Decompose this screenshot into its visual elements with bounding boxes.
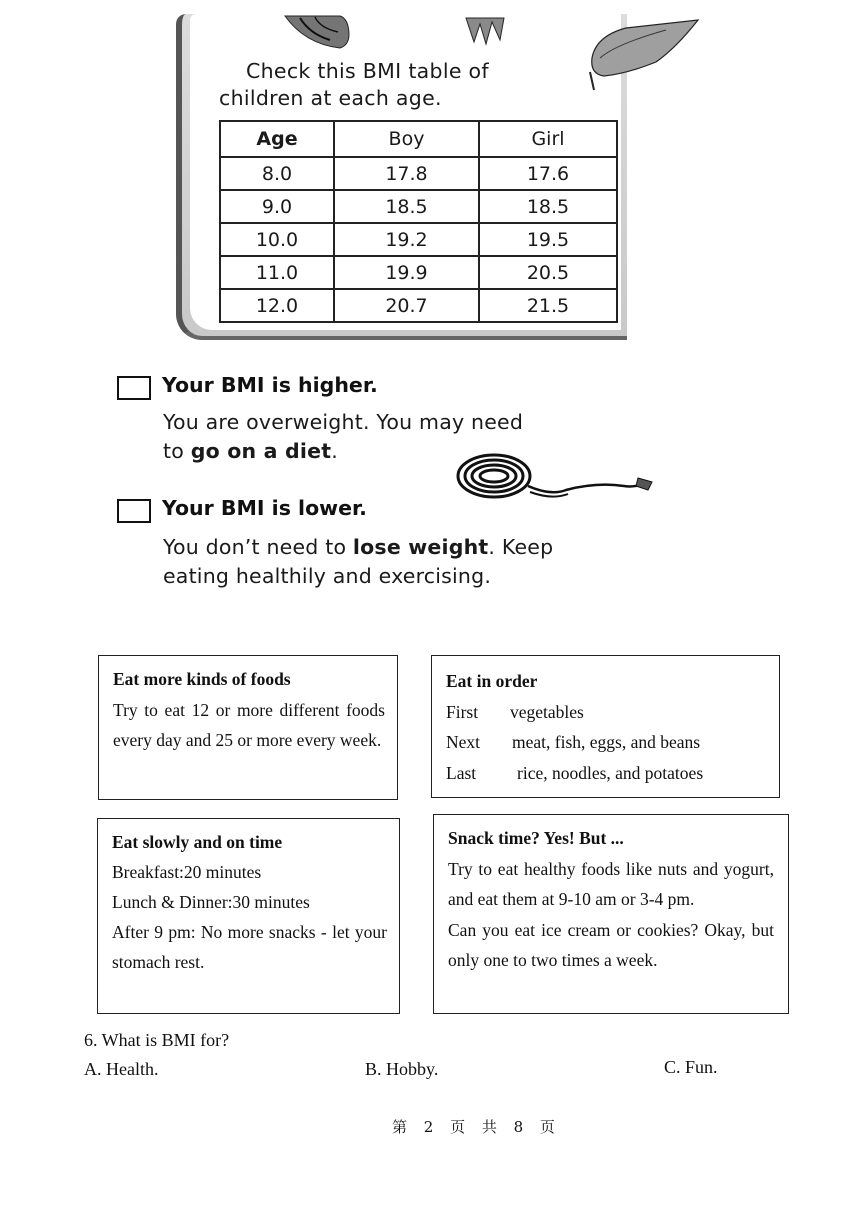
- hand-illustration-icon: [462, 14, 507, 48]
- order-food: meat, fish, eggs, and beans: [512, 732, 701, 752]
- tip-title: Eat in order: [446, 671, 538, 691]
- boy-bmi-cell: 20.7: [334, 289, 479, 322]
- tip-box-snack: [433, 814, 789, 1014]
- age-cell: 12.0: [220, 289, 334, 322]
- bmi-intro: [219, 58, 559, 112]
- lower-bmi-checkbox[interactable]: [117, 499, 151, 523]
- table-row: [220, 157, 617, 190]
- question-stem: 6. What is BMI for?: [84, 1030, 230, 1050]
- boy-bmi-cell: 17.8: [334, 157, 479, 190]
- option-body-lower: [163, 533, 683, 591]
- scale-illustration-icon: [586, 18, 704, 92]
- order-row: [446, 727, 767, 758]
- order-step: First: [446, 701, 479, 722]
- order-row: [446, 758, 767, 789]
- bmi-intro-line: children at each age.: [219, 86, 442, 110]
- girl-bmi-cell: 18.5: [479, 190, 617, 223]
- age-cell: 11.0: [220, 256, 334, 289]
- tip-title: Eat more kinds of foods: [113, 669, 291, 689]
- answer-choice-c[interactable]: C. Fun.: [664, 1057, 718, 1077]
- table-row: [220, 223, 617, 256]
- option-text: You are overweight. You may need: [163, 410, 524, 434]
- tip-text: Lunch & Dinner:30 minutes: [112, 892, 310, 912]
- bmi-table-header-row: [220, 121, 617, 157]
- order-food: rice, noodles, and potatoes: [517, 762, 704, 783]
- age-cell: 9.0: [220, 190, 334, 223]
- order-food: vegetables: [510, 701, 584, 722]
- tip-box-order: [431, 655, 780, 798]
- option-text: eating healthily and exercising.: [163, 564, 492, 588]
- bmi-table: [219, 120, 618, 323]
- boy-bmi-cell: 19.9: [334, 256, 479, 289]
- option-text: to: [163, 439, 191, 463]
- column-header-age: Age: [220, 121, 334, 157]
- tip-text: Can you eat ice cream or cookies? Okay, but only one to two times a week.: [448, 919, 774, 970]
- answer-choice-b[interactable]: B. Hobby.: [365, 1059, 439, 1079]
- girl-bmi-cell: 21.5: [479, 289, 617, 322]
- option-text: .: [331, 439, 338, 463]
- option-title-lower: Your BMI is lower.: [162, 496, 367, 520]
- tip-title: Snack time? Yes! But ...: [448, 828, 624, 848]
- higher-bmi-checkbox[interactable]: [117, 376, 151, 400]
- girl-bmi-cell: 20.5: [479, 256, 617, 289]
- bmi-intro-line: Check this BMI table of: [246, 59, 489, 83]
- table-row: [220, 256, 617, 289]
- table-row: [220, 190, 617, 223]
- girl-bmi-cell: 19.5: [479, 223, 617, 256]
- tip-text: Breakfast:20 minutes: [112, 862, 262, 882]
- column-header-girl: Girl: [479, 121, 617, 157]
- age-cell: 10.0: [220, 223, 334, 256]
- age-cell: 8.0: [220, 157, 334, 190]
- tip-box-slowly: [97, 818, 400, 1014]
- hand-illustration-icon: [280, 14, 360, 54]
- boy-bmi-cell: 19.2: [334, 223, 479, 256]
- answer-choice-a[interactable]: A. Health.: [84, 1059, 159, 1079]
- table-row: [220, 289, 617, 322]
- tip-text: After 9 pm: No more snacks - let your stomach rest.: [112, 922, 387, 972]
- order-row: [446, 697, 767, 728]
- option-text: . Keep: [488, 535, 554, 559]
- option-emphasis: go on a diet: [190, 439, 332, 463]
- tip-text: Try to eat 12 or more different foods every day and 25 or more every week.: [113, 699, 385, 750]
- tip-title: Eat slowly and on time: [112, 832, 283, 852]
- page-number: 第 2 页 共 8 页: [392, 1118, 561, 1136]
- order-step: Last: [446, 762, 477, 783]
- option-text: You don’t need to: [163, 535, 353, 559]
- tape-measure-icon: [456, 452, 656, 504]
- boy-bmi-cell: 18.5: [334, 190, 479, 223]
- tip-text: Try to eat healthy foods like nuts and yogurt, and eat them at 9-10 am or 3-4 pm.: [448, 858, 774, 909]
- girl-bmi-cell: 17.6: [479, 157, 617, 190]
- option-title-higher: Your BMI is higher.: [162, 373, 378, 397]
- option-emphasis: lose weight: [352, 535, 489, 559]
- column-header-boy: Boy: [334, 121, 479, 157]
- order-step: Next: [446, 732, 481, 752]
- tip-box-variety: [98, 655, 398, 800]
